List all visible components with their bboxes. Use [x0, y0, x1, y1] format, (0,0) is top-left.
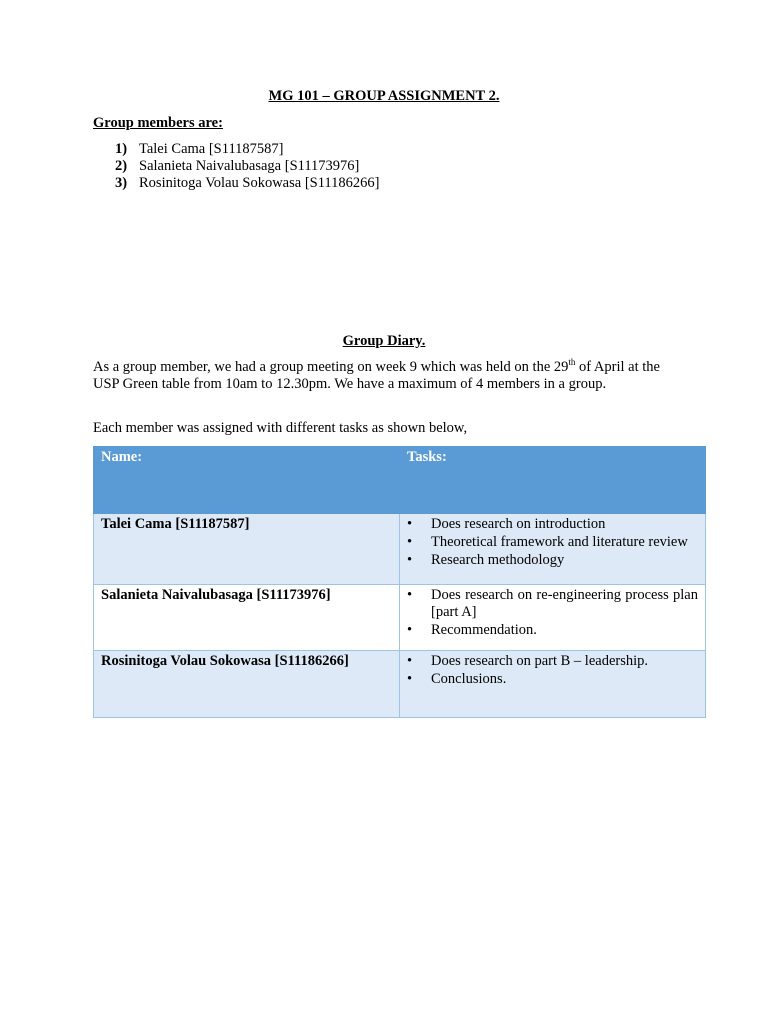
- tasks-cell: [400, 514, 706, 585]
- task-list: [407, 653, 698, 688]
- paragraph-text: of April at the USP Green table from 10am to 12.30pm. We have a maximum of 4 members in a group.: [93, 359, 660, 392]
- tasks-table: [93, 446, 706, 718]
- ordinal-suffix: th: [568, 357, 576, 368]
- member-cell: Talei Cama [S11187587]: [94, 514, 400, 585]
- paragraph-text: As a group member, we had a group meeting on week 9 which was held on the 29: [93, 359, 569, 375]
- meeting-paragraph: [93, 359, 673, 393]
- tasks-cell: [400, 585, 706, 651]
- member-cell: Salanieta Naivalubasaga [S11173976]: [94, 585, 400, 651]
- table-row: [94, 585, 706, 651]
- table-row: [94, 514, 706, 585]
- task-item: • Recommendation.: [431, 622, 698, 639]
- member-name: Talei Cama [S11187587]: [139, 141, 284, 157]
- list-number: 3): [115, 175, 128, 191]
- list-number: 2): [115, 158, 128, 174]
- list-number: 1): [115, 141, 128, 157]
- tasks-intro-paragraph: Each member was assigned with different tasks as shown below,: [93, 420, 468, 436]
- task-item: • Does research on introduction: [431, 516, 698, 533]
- task-item: • Conclusions.: [431, 671, 698, 688]
- member-name: Salanieta Naivalubasaga [S11173976]: [139, 158, 360, 174]
- members-list: [115, 141, 379, 192]
- header-tasks: Tasks:: [400, 447, 706, 514]
- member-cell: Rosinitoga Volau Sokowasa [S11186266]: [94, 651, 400, 718]
- task-item: • Theoretical framework and literature review: [431, 534, 698, 551]
- table-header-row: [94, 447, 706, 514]
- list-item: [115, 141, 379, 158]
- table-row: [94, 651, 706, 718]
- task-item: • Research methodology: [431, 552, 698, 569]
- diary-heading: Group Diary.: [342, 333, 426, 349]
- member-name: Rosinitoga Volau Sokowasa [S11186266]: [139, 175, 380, 191]
- task-item: • Does research on re-engineering process plan [part A]: [431, 587, 698, 621]
- members-heading: Group members are:: [93, 115, 223, 131]
- task-item: • Does research on part B – leadership.: [431, 653, 698, 670]
- tasks-cell: [400, 651, 706, 718]
- task-list: [407, 587, 698, 639]
- list-item: [115, 175, 379, 192]
- list-item: [115, 158, 379, 175]
- task-list: [407, 516, 698, 569]
- header-name: Name:: [94, 447, 400, 514]
- document-title: MG 101 – GROUP ASSIGNMENT 2.: [268, 88, 500, 104]
